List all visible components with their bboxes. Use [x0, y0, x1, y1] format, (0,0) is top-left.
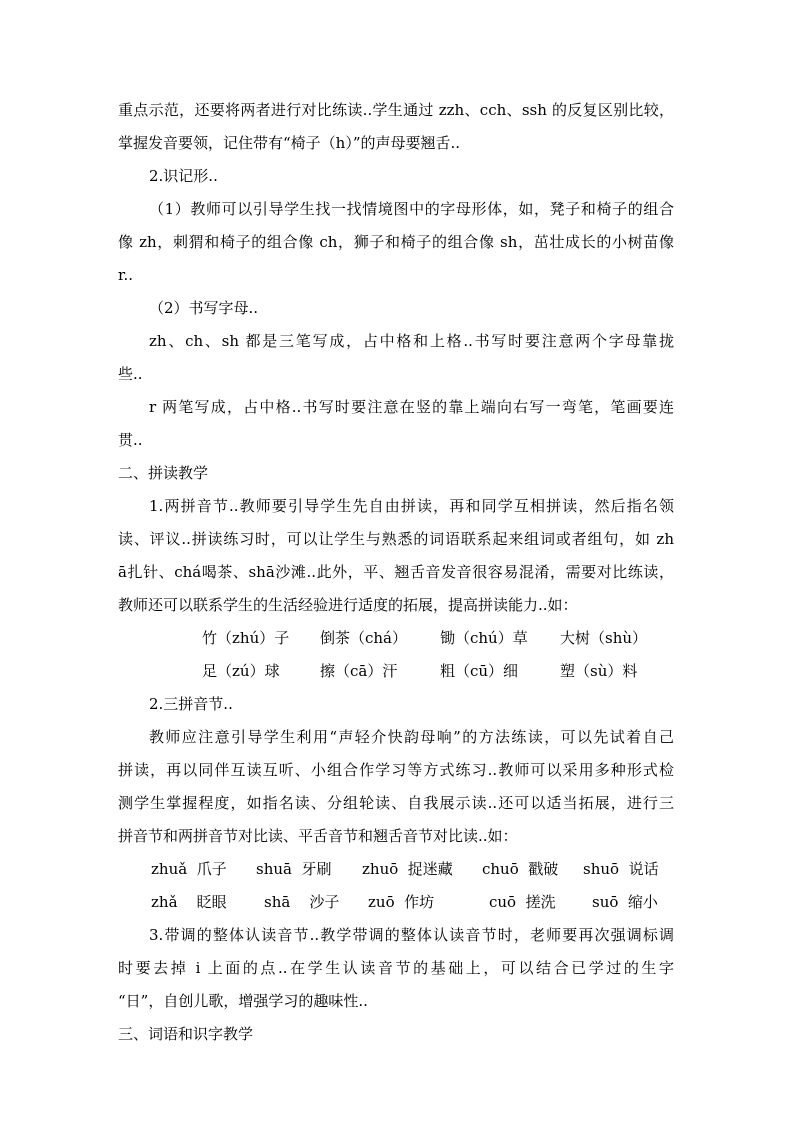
example-word: 竹（zhú）子 [202, 629, 290, 647]
example-word: 倒茶（chá） [320, 629, 408, 647]
example-syllable: zhuō 捉迷藏 [362, 860, 453, 878]
example-syllable: zhuǎ 爪子 [151, 860, 227, 878]
example-word: 锄（chú）草 [440, 629, 528, 647]
section-subheading: 2.识记形.. [149, 167, 218, 185]
paragraph-line: zh、ch、sh 都是三笔写成，占中格和上格..书写时要注意两个字母靠拢 [149, 332, 674, 350]
paragraph-line: 测学生掌握程度，如指名读、分组轮读、自我展示读..还可以适当拓展，进行三 [118, 794, 674, 812]
paragraph-line: 掌握发音要领，记住带有“椅子（h）”的声母要翘舌.. [118, 134, 461, 152]
example-syllable: chuō 戳破 [482, 860, 559, 878]
paragraph-line: 1.两拼音节..教师要引导学生先自由拼读，再和同学互相拼读，然后指名领 [149, 497, 674, 515]
example-syllable: shā 沙子 [264, 893, 340, 911]
example-syllable: shuō 说话 [583, 860, 659, 878]
paragraph-line: ā扎针、chá喝茶、shā沙滩..此外，平、翘舌音发音很容易混淆，需要对比练读， [118, 563, 674, 581]
section-subheading: 2.三拼音节.. [149, 695, 233, 713]
example-word: 大树（shù） [560, 629, 648, 647]
example-syllable: shuā 牙刷 [256, 860, 332, 878]
example-syllable: suō 缩小 [592, 893, 658, 911]
paragraph-line: 教师应注意引导学生利用“声轻介快韵母响”的方法练读，可以先试着自己 [149, 728, 674, 746]
paragraph-line: 教师还可以联系学生的生活经验进行适度的拓展，提高拼读能力..如： [118, 596, 578, 614]
paragraph-line: 读、评议..拼读练习时，可以让学生与熟悉的词语联系起来组词或者组句，如 zh [118, 530, 674, 548]
paragraph-line: 贯.. [118, 431, 143, 449]
section-heading: 二、拼读教学 [118, 464, 209, 482]
example-syllable: zuō 作坊 [368, 893, 435, 911]
paragraph-line: 拼读，再以同伴互读互听、小组合作学习等方式练习..教师可以采用多种形式检 [118, 761, 674, 779]
paragraph-line: r.. [118, 266, 134, 284]
paragraph-line: 拼音节和两拼音节对比读、平舌音节和翘舌音节对比读..如： [118, 827, 518, 845]
example-word: 足（zú）球 [202, 662, 280, 680]
paragraph-line: 像 zh，刺猬和椅子的组合像 ch，狮子和椅子的组合像 sh，茁壮成长的小树苗像 [118, 233, 674, 251]
example-word: 粗（cū）细 [440, 662, 519, 680]
paragraph-line: r 两笔写成，占中格..书写时要注意在竖的靠上端向右写一弯笔，笔画要连 [149, 398, 674, 416]
example-word: 擦（cā）汗 [320, 662, 398, 680]
paragraph-line: 3.带调的整体认读音节..教学带调的整体认读音节时，老师要再次强调标调 [149, 926, 674, 944]
example-syllable: cuō 搓洗 [489, 893, 556, 911]
paragraph-line: “日”，自创儿歌，增强学习的趣味性.. [118, 992, 368, 1010]
paragraph-line: 重点示范，还要将两者进行对比练读..学生通过 zzh、cch、ssh 的反复区别比较， [118, 101, 674, 119]
section-heading: 三、词语和识字教学 [118, 1025, 254, 1043]
paragraph-line: （1）教师可以引导学生找一找情境图中的字母形体，如，凳子和椅子的组合 [149, 200, 674, 218]
paragraph-line: 时要去掉 i 上面的点..在学生认读音节的基础上，可以结合已学过的生字 [118, 959, 674, 977]
example-syllable: zhǎ 眨眼 [151, 893, 227, 911]
section-subheading: （2）书写字母.. [149, 299, 259, 317]
example-word: 塑（sù）料 [560, 662, 638, 680]
paragraph-line: 些.. [118, 365, 143, 383]
